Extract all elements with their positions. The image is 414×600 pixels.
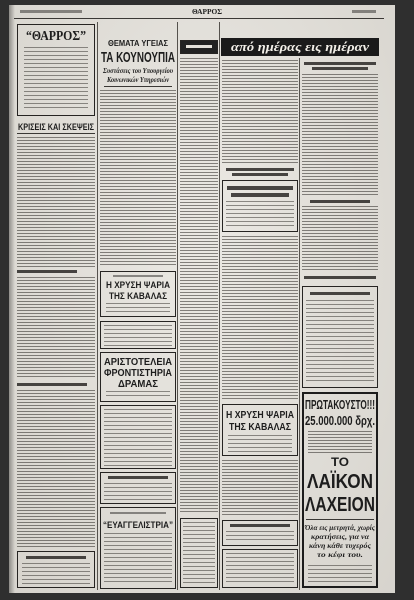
cinema-ad-details — [228, 435, 292, 453]
lottery-fine-print — [308, 565, 372, 583]
lottery-article: ΤΟ — [331, 455, 349, 469]
health-kicker: ΘΕΜΑΤΑ ΥΓΕΙΑΣ — [108, 39, 169, 48]
column-rule — [299, 58, 300, 590]
lottery-name-wrap — [302, 469, 384, 493]
lottery-amount-wrap — [302, 412, 378, 427]
article-body — [17, 277, 95, 379]
lottery-slogan-wrap — [302, 550, 378, 559]
notice-title — [231, 193, 289, 197]
cinema-ad-title: ΤΗΣ ΚΑΒΑΛΑΣ — [109, 291, 168, 301]
health-subhead-line: Κοινωνικών Υπηρεσιών — [106, 75, 170, 84]
lottery-slogan-line: κάνη κάθε τυχερός — [309, 541, 372, 550]
daily-banner-text: από ημέρας εις ημέραν — [231, 39, 370, 54]
article-body — [17, 137, 95, 267]
lottery-amount: 25.000.000 δρχ. — [305, 413, 375, 428]
lottery-script-lines — [308, 431, 372, 453]
article-body — [302, 206, 378, 272]
daily-banner-text-wrap — [221, 38, 379, 56]
health-subhead-wrap — [100, 75, 176, 84]
subheading — [17, 383, 87, 386]
lottery-article-wrap — [302, 455, 378, 468]
shop-ad-title-wrap — [100, 518, 176, 530]
notice-title — [227, 186, 293, 190]
ad-body — [104, 483, 172, 501]
cinema-ad-title-wrap — [100, 279, 176, 290]
school-ad-line-wrap — [100, 377, 176, 389]
article-body — [222, 236, 298, 400]
school-ad-line: ΦΡΟΝΤΙΣΤΗΡΙΑ — [104, 368, 172, 379]
cinema-ad-title: Η ΧΡΥΣΗ ΨΑΡΙΑ — [106, 280, 171, 290]
article-body — [222, 60, 298, 164]
subheading — [304, 276, 376, 279]
pharmacy-label — [186, 45, 212, 48]
ad-name — [108, 476, 168, 479]
lottery-slogan-wrap — [302, 541, 378, 550]
notice-title — [310, 292, 370, 295]
listings-box-body — [183, 522, 215, 584]
health-kicker-wrap — [100, 38, 176, 48]
school-ad-line: ΑΡΙΣΤΟΤΕΛΕΙΑ — [104, 357, 172, 368]
cinema-ad-title-wrap — [100, 290, 176, 301]
lottery-name-wrap — [302, 492, 378, 514]
article-body — [100, 90, 176, 267]
subheading — [312, 67, 368, 70]
lottery-slogan-wrap — [302, 532, 378, 541]
notice-body — [306, 300, 374, 384]
ad-body — [226, 531, 294, 543]
lottery-slogan-line: το κέφι του. — [317, 550, 364, 559]
notice-body — [226, 201, 294, 229]
classifieds-body — [222, 460, 298, 516]
health-headline-wrap — [100, 48, 176, 65]
header-title: ΘΑΡΡΟΣ — [192, 8, 223, 16]
subheading — [310, 200, 370, 203]
health-subhead-line: Συστάσεις του Υπουργείου — [102, 66, 174, 75]
column-rule — [97, 22, 98, 590]
lottery-headline-wrap — [302, 396, 378, 411]
headline-rule — [17, 133, 95, 134]
header-page-number — [352, 10, 376, 13]
ad-body — [226, 553, 294, 585]
ad-body — [104, 409, 172, 466]
lottery-name-line: ΛΑΪΚΟΝ — [307, 471, 384, 493]
health-headline: ΤΑ ΚΟΥΝΟΥΠΙΑ — [101, 49, 176, 66]
masthead-details — [24, 47, 88, 111]
scan-edge-shadow — [9, 5, 15, 593]
column1-headline: ΚΡΙΣΕΙΣ ΚΑΙ ΣΚΕΨΕΙΣ — [18, 122, 95, 133]
column-rule — [177, 22, 178, 590]
lottery-slogan-line: κρατήσεις, για να — [311, 532, 370, 541]
masthead-title-wrap — [22, 27, 90, 43]
subheading — [226, 168, 294, 171]
lottery-slogan-line: Όλα εις μετρητά, χωρίς — [304, 523, 376, 532]
article-body — [17, 390, 95, 547]
shop-ad-intro — [110, 512, 166, 514]
cinema-ad-title-wrap — [222, 420, 298, 432]
lottery-rule — [306, 519, 374, 520]
lottery-headline: ΠΡΩΤΑΚΟΥΣΤΟ!!! — [305, 397, 375, 412]
column-rule — [219, 22, 220, 590]
lottery-slogan-wrap — [302, 523, 378, 532]
cinema-ad-title: ΤΗΣ ΚΑΒΑΛΑΣ — [229, 422, 291, 433]
notice-body — [22, 563, 90, 585]
subheading — [17, 270, 77, 273]
ad-name — [230, 524, 290, 527]
header-masthead — [185, 6, 229, 16]
notice-name — [26, 556, 86, 559]
header-date-text — [20, 10, 82, 13]
shop-ad-title: “ΕΥΑΓΓΕΛΙΣΤΡΙΑ” — [103, 520, 174, 531]
article-body — [302, 74, 378, 196]
cinema-ad-title: Η ΧΡΥΣΗ ΨΑΡΙΑ — [226, 410, 294, 421]
column1-headline-wrap — [17, 120, 95, 132]
subheading — [304, 62, 376, 65]
health-subhead-wrap — [100, 66, 176, 75]
cinema-ad-details — [106, 303, 170, 314]
subheading — [232, 173, 288, 176]
ad-body — [104, 325, 172, 346]
listings-body — [180, 58, 218, 513]
masthead-title: “ΘΑΡΡΟΣ” — [26, 29, 86, 44]
headline-rule — [104, 86, 172, 87]
cinema-ad-title-wrap — [222, 408, 298, 420]
header-rule — [14, 18, 384, 19]
shop-ad-body — [104, 533, 172, 585]
school-ad-details — [106, 391, 170, 399]
lottery-name-line: ΛΑΧΕΙΟΝ — [305, 494, 375, 516]
cinema-ad-intro — [113, 275, 163, 277]
school-ad-line: ΔΡΑΜΑΣ — [118, 379, 158, 390]
